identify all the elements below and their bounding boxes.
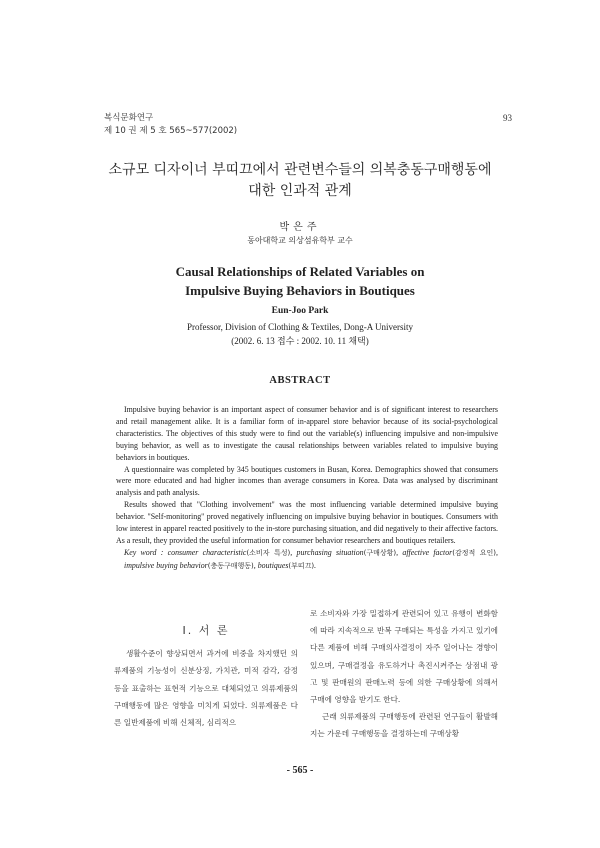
- korean-title: [0, 160, 600, 202]
- keyword-2: , purchasing situation: [290, 547, 364, 557]
- journal-volume: 제 10 권 제 5 호 565~577(2002): [104, 126, 238, 136]
- korean-title-line2: 대한 인과적 관계: [248, 183, 352, 199]
- body-right-column: [310, 605, 498, 743]
- english-title: [0, 262, 600, 300]
- page-number-bottom: - 565 -: [286, 765, 314, 776]
- affiliation-english-text: Professor, Division of Clothing & Textiles, Dong-A University: [186, 322, 414, 332]
- keywords: [116, 547, 498, 573]
- abstract-body: [116, 404, 498, 573]
- journal-info: [104, 112, 237, 138]
- affiliation-korean: 동아대학교 의상섬유학부 교수: [247, 236, 353, 245]
- keyword-2-ko: (구매상황): [363, 548, 397, 557]
- korean-title-line1: 소규모 디자이너 부띠끄에서 관련변수들의 의복충동구매행동에: [108, 162, 492, 178]
- keyword-4: , impulsive buying behavior: [124, 547, 499, 570]
- keyword-1: consumer characteristic: [167, 547, 247, 557]
- abstract-paragraph-1: Impulsive buying behavior is an important aspect of consumer behavior and is of significant interest to researchers and retail management alike. It is a familiar form of in-apparel store behavior because of its social-psychological characteristics. The objectives of this study were to find out the variable(s) influencing impulsive and non-impulsive buying behavior, as well as to investigate the causal relationships between variables related to impulsive buying behaviors in boutiques.: [116, 405, 498, 462]
- body-right-paragraph-2: 근래 의류제품의 구매행동에 관련된 연구들이 활발해지는 가운데 구매행동을 결정하는데 구매상황: [310, 712, 498, 739]
- body-left-column: [114, 620, 298, 731]
- author-korean: 박은주: [279, 222, 321, 233]
- abstract-heading: ABSTRACT: [269, 375, 331, 386]
- abstract-paragraph-3: Results showed that "Clothing involvement" was the most influencing variable determined impulsive buying behavior. "Self-monitoring" proved negatively influencing on impulsive buying behavior in boutiques. Consumers with low interest in apparel reacted positively to the in-store purchasing situation, and did negatively to their affective factors. As a result, they provided the useful information for consumer behavior researchers and boutiques retailers.: [116, 500, 498, 545]
- received-date: (2002. 6. 13 접수 : 2002. 10. 11 채택): [231, 336, 369, 346]
- keyword-label: Key word :: [124, 547, 168, 557]
- page-number-top: 93: [503, 113, 512, 123]
- keyword-3: , affective factor: [396, 547, 453, 557]
- author-english: Eun-Joo Park: [271, 306, 329, 316]
- keyword-5-ko: (부띠끄): [288, 561, 315, 570]
- journal-name: 복식문화연구: [104, 113, 154, 123]
- section-heading-introduction: Ⅰ. 서 론: [182, 624, 230, 637]
- body-left-paragraph: 생활수준이 향상되면서 과거에 비중을 차지했던 의류제품의 기능성이 신분상징, 가치관, 미적 감각, 감정 등을 표출하는 표현적 기능으로 대체되었고 의류제품의 구매행동에 많은 영향을 미치게 되었다. 의류제품은 다른 일반제품에 비해 신체적, 심리적으: [114, 649, 298, 728]
- keyword-3-ko: (감정적 요인): [452, 548, 497, 557]
- keyword-4-ko: (충동구매행동): [207, 561, 254, 570]
- english-title-line1: Causal Relationships of Related Variables on: [175, 264, 425, 279]
- keyword-1-ko: (소비자 특성): [246, 548, 291, 557]
- keyword-end: .: [314, 560, 317, 570]
- english-title-line2: Impulsive Buying Behaviors in Boutiques: [185, 283, 415, 298]
- keyword-5: , boutiques: [253, 560, 289, 570]
- abstract-paragraph-2: A questionnaire was completed by 345 boutiques customers in Busan, Korea. Demographics showed that consumers were more educated and had higher incomes than average consumers in Korea. Data was analysed by discriminant analysis and path analysis.: [116, 464, 498, 498]
- affiliation-english: [0, 320, 600, 348]
- body-right-paragraph-1: 로 소비자와 가장 밀접하게 관련되어 있고 유행이 변화함에 따라 지속적으로 반복 구매되는 특성을 가지고 있기에 다른 제품에 비해 구매의사결정이 자주 일어나는 경향이 있으며, 구매결정을 유도하거나 촉진시켜주는 상점내 광고 및 판매원의 판매노력 등에 의한 구매상황에 의해서 구매에 영향을 받기도 한다.: [310, 609, 498, 705]
